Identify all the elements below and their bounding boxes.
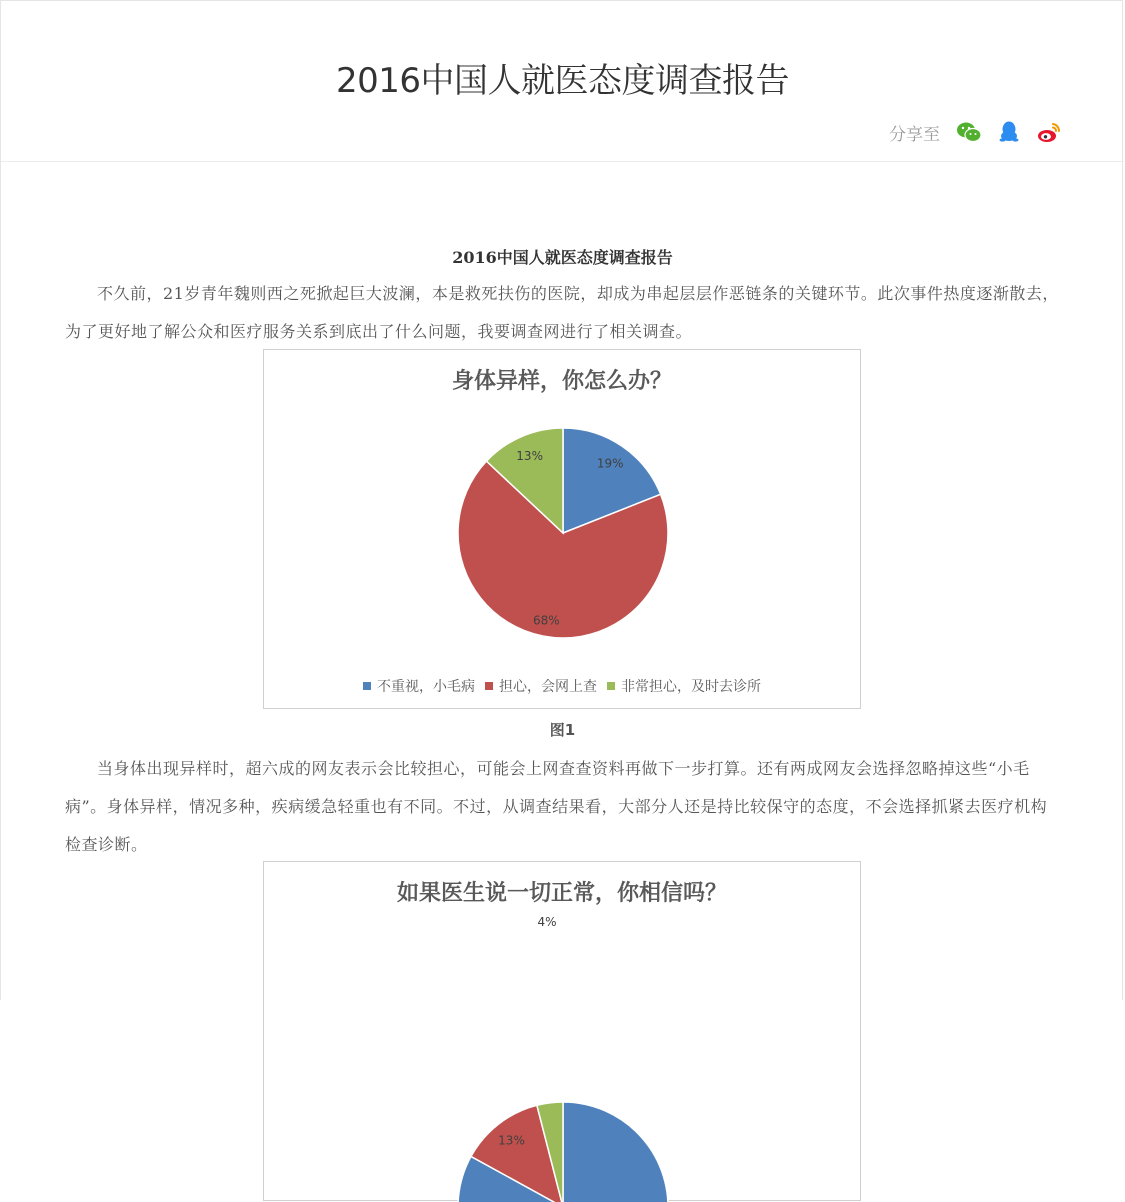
qq-icon[interactable] xyxy=(996,119,1022,145)
chart-2-title: 如果医生说一切正常，你相信吗？ xyxy=(396,880,727,906)
legend-label: 非常担心，及时去诊所 xyxy=(621,679,761,695)
legend-swatch xyxy=(363,682,371,690)
pie-2-svg xyxy=(264,862,860,1202)
pie-1-data-label: 13% xyxy=(516,448,543,463)
legend-swatch xyxy=(607,682,615,690)
weibo-icon[interactable] xyxy=(1036,119,1062,145)
pie-2-data-label: 13% xyxy=(498,1133,525,1148)
paragraph-analysis: 当身体出现异样时，超六成的网友表示会比较担心，可能会上网查查资料再做下一步打算。还有两成网友会选择忽略掉这些“小毛病”。身体异样，情况多种，疾病缓急轻重也有不同。不过，从调查结果看，大部分人还是持比较保守的态度，不会选择抓紧去医疗机构检查诊断。 xyxy=(65,759,1048,854)
chart-1-legend xyxy=(264,676,860,696)
share-label: 分享至 xyxy=(889,124,940,145)
page-header xyxy=(1,1,1124,162)
paragraph-intro: 不久前，21岁青年魏则西之死掀起巨大波澜，本是救死扶伤的医院，却成为串起层层作恶链条的关键环节。此次事件热度逐渐散去，为了更好地了解公众和医疗服务关系到底出了什么问题，我要调查网进行了相关调查。 xyxy=(65,284,1059,341)
pie-1-data-label: 68% xyxy=(532,613,560,628)
page-title: 2016中国人就医态度调查报告 xyxy=(335,61,790,101)
legend-swatch xyxy=(485,682,493,690)
legend-item xyxy=(363,676,475,696)
legend-label: 不重视，小毛病 xyxy=(377,679,475,695)
pie-1-svg xyxy=(264,350,860,670)
pie-1-data-label: 19% xyxy=(596,456,624,471)
legend-label: 担心，会网上查 xyxy=(499,679,597,695)
figure-1-caption: 图1 xyxy=(549,721,576,739)
legend-item xyxy=(607,676,761,696)
share-bar xyxy=(889,119,1062,145)
pie-chart-2 xyxy=(263,861,861,1201)
chart-1-title: 身体异样，你怎么办？ xyxy=(451,368,672,394)
pie-chart-1 xyxy=(263,349,861,709)
legend-item xyxy=(485,676,597,696)
wechat-icon[interactable] xyxy=(956,119,982,145)
article-title: 2016中国人就医态度调查报告 xyxy=(452,248,673,267)
pie-2-data-label: 4% xyxy=(537,915,557,929)
